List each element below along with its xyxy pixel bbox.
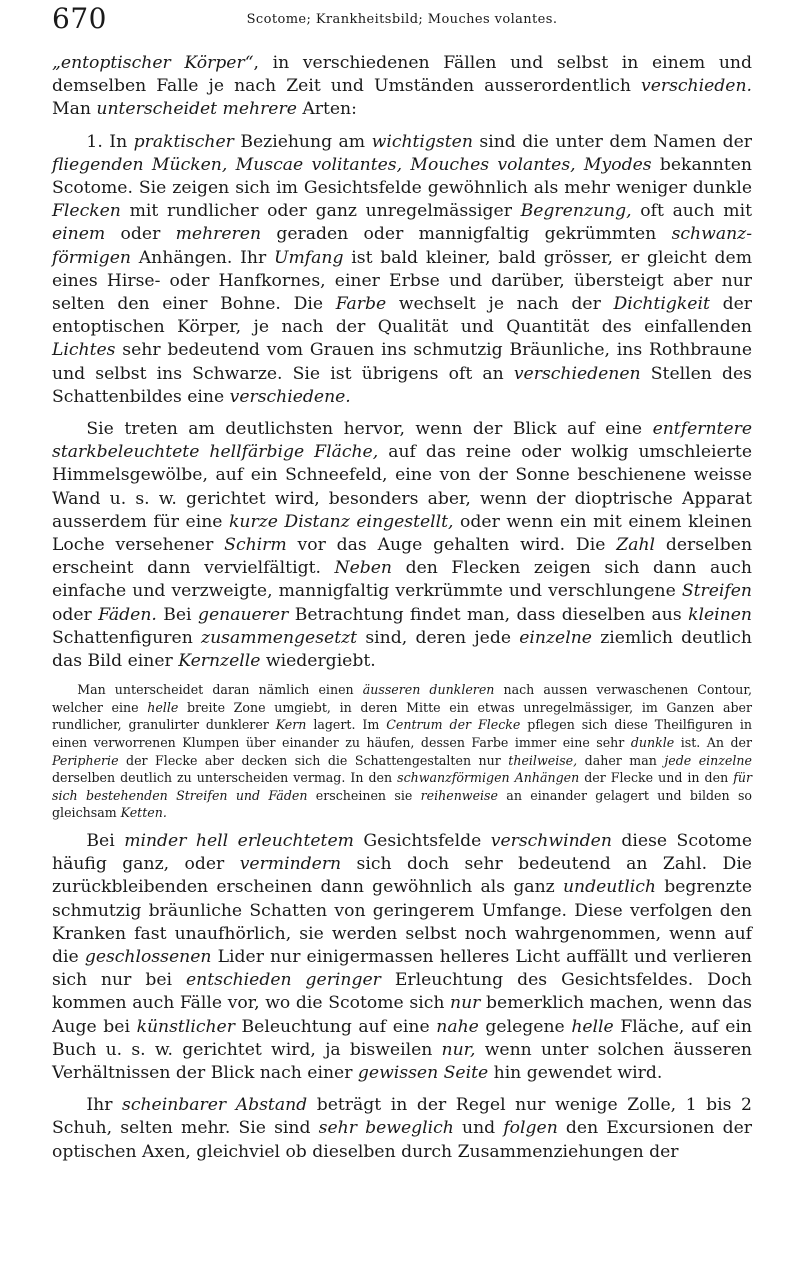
emphasis-text: Kernzelle <box>178 651 261 672</box>
emphasis-text: unterscheidet mehrere <box>96 99 297 120</box>
text-run: oder <box>105 224 176 245</box>
text-run: Man <box>52 99 97 120</box>
emphasis-text: geschlossenen <box>84 947 212 968</box>
page-number: 670 <box>52 2 107 35</box>
emphasis-text: theilweise, <box>508 752 578 768</box>
text-run: nach aussen verwaschenen Contour, welcher eine <box>52 682 752 715</box>
emphasis-text: Kern <box>275 717 307 733</box>
paragraph-continuation <box>52 52 752 122</box>
text-run: ist. An der <box>674 735 752 751</box>
emphasis-text: Neben <box>334 558 393 579</box>
text-run: den Flecken zeigen sich dann auch einfache und verzweigte, mannigfaltig verkrümmte und verschlungene <box>52 558 753 602</box>
text-run: gelegene <box>478 1016 572 1037</box>
emphasis-text: sehr beweglich <box>318 1118 454 1139</box>
emphasis-text: einem <box>52 224 106 245</box>
emphasis-text: praktischer <box>133 131 234 152</box>
emphasis-text: helle <box>147 699 179 715</box>
text-run: bemerklich machen, wenn das Auge bei <box>52 993 753 1037</box>
emphasis-text: Schirm <box>224 535 287 556</box>
emphasis-text: vermindern <box>239 854 342 875</box>
emphasis-text: wichtigsten <box>371 131 473 152</box>
text-run: derselben erscheint dann vervielfältigt. <box>52 535 753 579</box>
paragraph-dim-illumination <box>52 830 752 1085</box>
emphasis-text: fliegenden Mücken, Muscae volitantes, Mouches volantes, Myodes <box>52 154 652 175</box>
emphasis-text: folgen <box>503 1118 558 1139</box>
page-body <box>52 52 752 1164</box>
emphasis-text: Zahl <box>616 535 656 556</box>
emphasis-text: genauerer <box>197 604 289 625</box>
emphasis-text: kurze Distanz eingestellt, <box>228 511 454 532</box>
emphasis-text: Farbe <box>335 294 387 315</box>
text-run: breite Zone umgiebt, in deren Mitte ein etwas unregelmässiger, im Ganzen aber rundlicher, granulirter dunklerer <box>52 699 752 733</box>
text-run: Schattenfiguren <box>52 627 202 648</box>
emphasis-text: Dichtigkeit <box>613 294 710 315</box>
emphasis-text: verschieden. <box>641 76 752 97</box>
text-run: oder <box>52 604 99 625</box>
text-run: auf das reine oder wolkig umschleierte Himmelsgewölbe, auf ein Schneefeld, eine von der Sonne beschienene weisse Wand u. s. w. gerichtet wird, besonders aber, wenn der dioptrische Apparat ausserdem für eine <box>52 442 752 532</box>
text-run: Bei <box>156 604 198 625</box>
emphasis-text: für sich bestehenden Streifen und Fäden <box>52 770 752 803</box>
emphasis-text: zusammengesetzt <box>201 627 358 648</box>
text-run: diese Scotome häufig ganz, oder <box>52 831 753 875</box>
text-run: Stellen des Schattenbildes eine <box>52 363 752 407</box>
text-run: pflegen sich diese Theilfiguren in einen verworrenen Klumpen über einander zu häufen, dessen Farbe immer eine sehr <box>52 717 753 751</box>
text-run: , in verschiedenen Fällen und selbst in einem und demselben Falle je nach Zeit und Umständen ausserordentlich <box>52 53 752 97</box>
emphasis-text: reihenweise <box>420 787 498 803</box>
text-run: sind die unter dem Namen der <box>472 131 753 152</box>
text-run: Anhängen. Ihr <box>130 247 275 268</box>
text-run: Fläche, auf ein Buch u. s. w. gerichtet wird, ja bisweilen <box>52 1016 752 1060</box>
text-run: der entoptischen Körper, je nach der Qualität und Quantität des einfallenden <box>52 294 752 338</box>
emphasis-text: kleinen <box>688 604 752 625</box>
emphasis-text: nahe <box>436 1016 479 1037</box>
emphasis-text: verschwinden <box>490 831 612 852</box>
text-run: sehr bedeutend vom Grauen ins schmutzig Bräunliche, ins Rothbraune und selbst ins Schwarze. Sie ist übrigens oft an <box>52 340 752 384</box>
emphasis-text: scheinbarer Abstand <box>122 1095 308 1116</box>
emphasis-text: Lichtes <box>52 340 116 361</box>
text-run: den Excursionen der optischen Axen, gleichviel ob dieselben durch Zusammenziehungen der <box>52 1118 752 1162</box>
emphasis-text: Fäden. <box>98 604 157 625</box>
emphasis-text: undeutlich <box>562 877 656 898</box>
text-run: der Flecke aber decken sich die Schattengestalten nur <box>118 752 509 768</box>
text-run: derselben deutlich zu unterscheiden vermag. In den <box>52 770 398 786</box>
emphasis-text: entschieden geringer <box>185 970 381 991</box>
emphasis-text: schwanzförmigen Anhängen <box>397 770 580 786</box>
text-run: vor das Auge gehalten wird. Die <box>286 535 617 556</box>
emphasis-text: Streifen <box>681 581 752 602</box>
emphasis-text: „entoptischer Körper“ <box>52 53 254 73</box>
emphasis-text: jede einzelne <box>664 752 752 768</box>
text-run: Arten: <box>296 99 357 120</box>
text-run: und <box>453 1118 504 1139</box>
emphasis-text: verschiedene. <box>229 386 351 407</box>
emphasis-text: Begrenzung, <box>520 201 632 222</box>
emphasis-text: künstlicher <box>136 1016 235 1037</box>
text-run: daher man <box>577 752 665 768</box>
running-head: Scotome; Krankheitsbild; Mouches volantes. <box>246 12 558 27</box>
text-run: Betrachtung findet man, dass dieselben aus <box>288 604 689 625</box>
text-run: wechselt je nach der <box>386 294 614 315</box>
emphasis-text: Flecken <box>52 201 121 222</box>
paragraph-visibility <box>52 418 752 673</box>
text-run: begrenzte schmutzig bräunliche Schatten von geringerem Umfange. Diese verfolgen den Kranken fast unaufhörlich, sie werden selbst noch wahrgenommen, wenn auf die <box>52 877 752 968</box>
text-run: Beziehung am <box>233 131 372 152</box>
text-run: oft auch mit <box>631 201 752 222</box>
text-run: an einander gelagert und bilden so gleichsam <box>52 787 752 821</box>
paragraph-apparent-distance <box>52 1094 752 1164</box>
text-run: mit rundlicher oder ganz unregelmässiger <box>120 201 521 222</box>
text-run: beträgt in der Regel nur wenige Zolle, 1 bis 2 Schuh, selten mehr. Sie sind <box>52 1095 752 1139</box>
emphasis-text: äusseren dunkleren <box>362 682 495 698</box>
emphasis-text: Centrum der Flecke <box>386 717 521 733</box>
text-run: Erleuchtung des Gesichtsfeldes. Doch kommen auch Fälle vor, wo die Scotome sich <box>52 970 752 1014</box>
emphasis-text: schwanz-förmigen <box>52 224 753 268</box>
text-run: sich doch sehr bedeutend an Zahl. Die zurückbleibenden erscheinen dann gewöhnlich als ganz <box>52 854 752 898</box>
emphasis-text: nur <box>450 993 481 1014</box>
emphasis-text: helle <box>571 1016 614 1037</box>
text-run: sind, deren jede <box>357 627 520 648</box>
text-run: wiedergiebt. <box>260 651 376 672</box>
emphasis-text: Ketten. <box>120 805 167 821</box>
text-run: wenn unter solchen äusseren Verhältnissen der Blick nach einer <box>52 1039 752 1084</box>
text-run: Beleuchtung auf eine <box>234 1016 437 1037</box>
emphasis-text: Peripherie <box>52 752 119 768</box>
text-run: der Flecke und in den <box>579 770 734 786</box>
text-run: oder wenn ein mit einem kleinen Loche versehener <box>52 511 752 556</box>
text-run: Lider nur einigermassen helleres Licht auffällt und verlieren sich nur bei <box>52 947 752 991</box>
text-run: bekannten Scotome. Sie zeigen sich im Gesichtsfelde gewöhnlich als mehr weniger dunkle <box>52 154 752 199</box>
emphasis-text: einzelne <box>519 627 592 648</box>
emphasis-text: dunkle <box>630 735 675 751</box>
emphasis-text: entferntere starkbeleuchtete hellfärbige Fläche, <box>52 419 752 463</box>
text-run: hin gewendet wird. <box>488 1063 663 1084</box>
emphasis-text: mehreren <box>175 224 262 245</box>
emphasis-text: verschiedenen <box>513 363 641 384</box>
text-run: Gesichtsfelde <box>353 831 491 852</box>
text-run: Man unterscheidet daran nämlich einen <box>77 682 363 698</box>
text-run: Bei <box>86 831 125 852</box>
emphasis-text: gewissen Seite <box>357 1063 489 1084</box>
page-header <box>52 2 752 38</box>
emphasis-text: Umfang <box>274 247 344 268</box>
text-run: Sie treten am deutlichsten hervor, wenn der Blick auf eine <box>86 419 653 440</box>
text-run: ziemlich deutlich das Bild einer <box>52 627 752 672</box>
text-run: ist bald kleiner, bald grösser, er gleicht dem eines Hirse- oder Hanfkornes, einer Erbse und darüber, übersteigt aber nur selten den einer Bohne. Die <box>52 247 752 315</box>
text-run: 1. In <box>86 131 134 152</box>
emphasis-text: minder hell erleuchtetem <box>124 831 354 852</box>
small-print-note <box>52 681 752 822</box>
text-run: erscheinen sie <box>307 787 421 803</box>
emphasis-text: nur, <box>441 1039 476 1060</box>
paragraph-practical-scotomes <box>52 131 752 409</box>
text-run: Ihr <box>86 1095 123 1116</box>
text-run: lagert. Im <box>306 717 387 733</box>
text-run: geraden oder mannigfaltig gekrümmten <box>261 224 672 245</box>
